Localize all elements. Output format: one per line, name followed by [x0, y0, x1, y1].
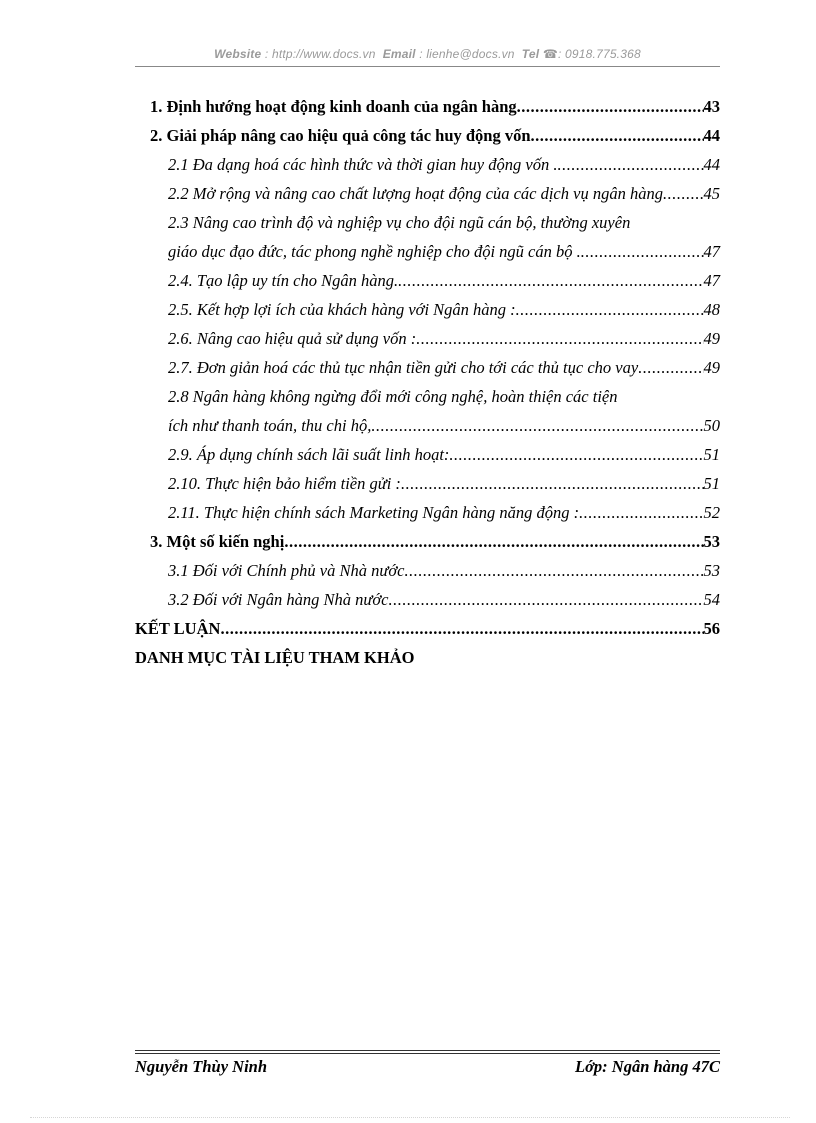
toc-entry-page: 44	[703, 155, 720, 174]
toc-entry-title: giáo dục đạo đức, tác phong nghề nghiệp cho đội ngũ cán bộ .	[168, 242, 581, 261]
toc-entry-title: ích như thanh toán, thu chi hộ,	[168, 416, 372, 435]
toc-leader	[401, 469, 704, 498]
toc-entry	[135, 614, 720, 643]
toc-entry-page: 54	[703, 590, 720, 609]
toc-entry	[135, 411, 720, 440]
toc-entry-title: DANH MỤC TÀI LIỆU THAM KHẢO	[135, 648, 415, 667]
toc-entry-title: 3.2 Đối với Ngân hàng Nhà nước	[168, 590, 389, 609]
toc-entry-page: 47	[703, 271, 720, 290]
toc-entry-title: KẾT LUẬN	[135, 619, 221, 638]
toc-entry-page: 53	[703, 532, 720, 551]
website-value: : http://www.docs.vn	[264, 47, 376, 61]
email-label: Email	[382, 47, 416, 61]
toc-leader	[405, 556, 704, 585]
toc-entry-page: 44	[703, 126, 720, 145]
toc-leader	[516, 295, 704, 324]
toc-leader	[579, 498, 703, 527]
toc-entry-page: 52	[703, 503, 720, 522]
toc-leader	[371, 411, 703, 440]
page-header	[135, 47, 720, 61]
toc-entry-title: 2.8 Ngân hàng không ngừng đổi mới công nghệ, hoàn thiện các tiện	[168, 387, 618, 406]
toc-leader	[557, 150, 703, 179]
toc-leader	[398, 266, 703, 295]
toc-entry-title: 2.10. Thực hiện bảo hiểm tiền gửi :	[168, 474, 401, 493]
toc-entry-title: 2.3 Nâng cao trình độ và nghiệp vụ cho đội ngũ cán bộ, thường xuyên	[168, 213, 631, 232]
toc-entry-title: 2.1 Đa dạng hoá các hình thức và thời gian huy động vốn .	[168, 155, 558, 174]
toc-entry	[135, 179, 720, 208]
page-bottom-border	[30, 1117, 790, 1118]
tel-value: : 0918.775.368	[557, 47, 641, 61]
toc-entry-page: 56	[703, 619, 720, 638]
toc-entry-page: 49	[703, 329, 720, 348]
toc-entry-title: 3. Một số kiến nghị	[150, 532, 285, 551]
email-value: : lienhe@docs.vn	[419, 47, 515, 61]
toc-leader	[581, 237, 704, 266]
toc-entry-title: 2. Giải pháp nâng cao hiệu quả công tác huy động vốn	[150, 126, 531, 145]
toc-entry	[135, 440, 720, 469]
toc-entry-title: 2.4. Tạo lập uy tín cho Ngân hàng.	[168, 271, 399, 290]
toc-leader	[388, 585, 703, 614]
toc-entry	[135, 266, 720, 295]
toc-entry	[135, 527, 720, 556]
toc-entry-page: 50	[703, 416, 720, 435]
footer-divider	[135, 1053, 720, 1054]
toc-entry	[135, 237, 720, 266]
toc-entry-title: 2.2 Mở rộng và nâng cao chất lượng hoạt động của các dịch vụ ngân hàng	[168, 184, 663, 203]
toc-entry-title: 2.11. Thực hiện chính sách Marketing Ngân hàng năng động :	[168, 503, 580, 522]
website-label: Website	[214, 47, 262, 61]
toc-entry-line1	[135, 208, 720, 237]
toc-entry	[135, 150, 720, 179]
table-of-contents	[135, 92, 720, 672]
toc-entry	[135, 585, 720, 614]
header-divider	[135, 66, 720, 67]
toc-leader	[663, 179, 704, 208]
toc-entry-page: 45	[703, 184, 720, 203]
toc-entry-title: 2.6. Nâng cao hiệu quả sử dụng vốn :	[168, 329, 417, 348]
toc-entry	[135, 353, 720, 382]
toc-entry	[135, 469, 720, 498]
toc-leader	[638, 353, 703, 382]
toc-entry-title: 2.5. Kết hợp lợi ích của khách hàng với Ngân hàng :	[168, 300, 516, 319]
toc-entry-page: 51	[703, 445, 720, 464]
toc-entry-page: 53	[703, 561, 720, 580]
toc-entry	[135, 498, 720, 527]
toc-entry	[135, 556, 720, 585]
toc-leader	[284, 527, 703, 556]
toc-entry	[135, 295, 720, 324]
toc-entry-line1	[135, 382, 720, 411]
footer-class: Lớp: Ngân hàng 47C	[574, 1057, 720, 1076]
toc-entry	[135, 324, 720, 353]
toc-entry-page: 43	[703, 97, 720, 116]
toc-entry	[135, 92, 720, 121]
toc-entry-page: 49	[703, 358, 720, 377]
toc-entry-title: 2.7. Đơn giản hoá các thủ tục nhận tiền gửi cho tới các thủ tục cho vay	[168, 358, 639, 377]
toc-leader	[416, 324, 703, 353]
toc-leader	[449, 440, 703, 469]
footer-divider	[135, 1050, 720, 1051]
toc-entry-page: 51	[703, 474, 720, 493]
tel-label: Tel	[521, 47, 540, 61]
toc-leader	[517, 92, 704, 121]
toc-entry	[135, 643, 720, 672]
phone-icon: ☎	[542, 47, 558, 61]
toc-entry	[135, 121, 720, 150]
toc-entry-title: 1. Định hướng hoạt động kinh doanh của ngân hàng	[150, 97, 517, 116]
footer-author: Nguyễn Thùy Ninh	[135, 1057, 268, 1076]
toc-leader	[531, 121, 704, 150]
toc-leader	[220, 614, 703, 643]
toc-entry-page: 48	[703, 300, 720, 319]
toc-entry-title: 2.9. Áp dụng chính sách lãi suất linh hoạt:	[168, 445, 450, 464]
toc-entry-title: 3.1 Đối với Chính phủ và Nhà nước	[168, 561, 405, 580]
toc-entry-page: 47	[703, 242, 720, 261]
